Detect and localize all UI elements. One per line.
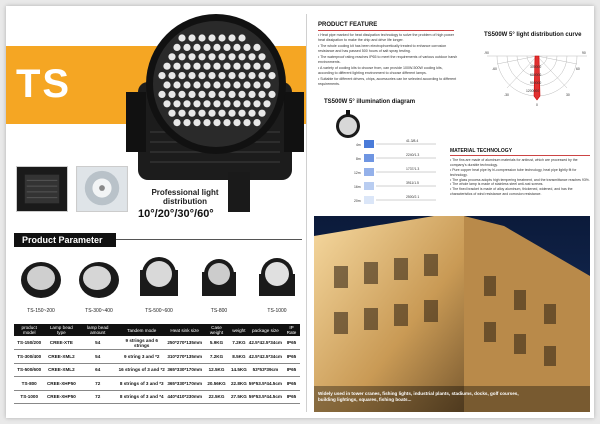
illum-lux: 2240/1.3 [406, 153, 420, 157]
product-label: TS-1000 [267, 308, 287, 314]
led-bead [238, 72, 245, 79]
spec-cell: CREE-XTE [44, 336, 78, 350]
spec-header-cell: lamp bead amount [78, 324, 117, 336]
spec-header-cell: product model [14, 324, 44, 336]
led-bead [188, 91, 195, 98]
building-photo [314, 216, 590, 412]
spec-cell: IP65 [283, 377, 300, 391]
led-bead [233, 119, 240, 126]
spec-header-row [14, 324, 300, 336]
distribution-label: Professional light distribution [151, 188, 219, 207]
series-title: TS [16, 62, 72, 106]
led-bead [208, 53, 215, 60]
led-bead [178, 72, 185, 79]
polar-label: 600000 [530, 73, 542, 77]
polar-label: -90 [484, 51, 489, 55]
feature-item: • Suitable for different drivers, chips, accessories can be selected according to different requirements. [318, 77, 457, 87]
feature-list [318, 33, 458, 88]
spec-cell: 250*270*135mm [166, 336, 203, 350]
led-bead [238, 53, 245, 60]
illumination-title: TS500W 5° illumination diagram [324, 99, 416, 105]
material-rule [450, 155, 590, 156]
led-bead [218, 72, 225, 79]
led-bead [263, 63, 270, 70]
spec-cell: 12.5KG [203, 363, 230, 377]
led-bead [183, 81, 190, 88]
feature-item: • The whole cooling kit has been electrophoretically treated to enhance corrosion resistance and has passed 500 hours of salt spray testing. [318, 44, 447, 54]
led-bead [193, 100, 200, 107]
led-bead [163, 63, 170, 70]
spec-cell: 59*53.5*44.5cm [248, 390, 283, 404]
led-bead [183, 100, 190, 107]
spec-cell: 5.9KG [203, 336, 230, 350]
polar-label: -30 [504, 93, 509, 97]
led-bead [253, 100, 260, 107]
led-bead [158, 72, 165, 79]
led-bead [258, 110, 265, 117]
product-label: TS-500~600 [145, 308, 173, 314]
beam-angles: 10°/20°/30°/60° [138, 208, 214, 220]
spec-cell: 22.5KG [203, 390, 230, 404]
led-bead [238, 91, 245, 98]
product-label: TS-300~400 [85, 308, 113, 314]
led-bead [203, 81, 210, 88]
led-bead [213, 44, 220, 51]
polar-distribution-chart [484, 46, 590, 132]
led-bead [168, 110, 175, 117]
spec-cell: CREE-XHP50 [44, 377, 78, 391]
led-bead [178, 53, 185, 60]
curve-title: TS500W 5° light distribution curve [484, 32, 582, 38]
led-bead [258, 72, 265, 79]
led-bead [173, 81, 180, 88]
product-image-ts500 [134, 256, 184, 300]
led-bead [248, 53, 255, 60]
spec-cell: 64 [78, 363, 117, 377]
spec-cell: 59*53.5*44.5cm [248, 377, 283, 391]
product-image-ts800 [196, 256, 242, 300]
feature-item: • Heat pipe marked for heat dissipation technology to solve the problem of high power heat dissipation to make the chip and drive life longer. [318, 33, 455, 43]
led-bead [218, 34, 225, 41]
led-bead [203, 100, 210, 107]
led-bead [158, 91, 165, 98]
spec-cell: 27.5KG [230, 390, 248, 404]
led-bead [198, 72, 205, 79]
led-bead [218, 53, 225, 60]
product-image-ts1000 [254, 256, 300, 300]
spec-header-cell: IP Rate [283, 324, 300, 336]
led-bead [228, 53, 235, 60]
spec-cell: IP65 [283, 350, 300, 364]
spec-cell: CREE-XML2 [44, 363, 78, 377]
spec-header-cell: Heat sink size [166, 324, 203, 336]
material-list [450, 158, 590, 197]
led-bead [183, 44, 190, 51]
led-bead [168, 72, 175, 79]
led-bead [228, 110, 235, 117]
led-bead [218, 91, 225, 98]
spec-row [14, 350, 300, 364]
feature-title: PRODUCT FEATURE [318, 22, 378, 28]
spec-row [14, 336, 300, 350]
illumination-diagram [326, 106, 436, 206]
led-bead [248, 72, 255, 79]
led-bead [238, 34, 245, 41]
led-bead [208, 110, 215, 117]
spec-cell: 8 strings of 3 and *4 [117, 390, 166, 404]
led-bead [248, 110, 255, 117]
led-bead [188, 110, 195, 117]
led-bead [223, 81, 230, 88]
led-bead [223, 63, 230, 70]
feature-rule [318, 30, 454, 31]
product-label: TS-800 [210, 308, 228, 314]
led-bead [243, 81, 250, 88]
led-bead [208, 34, 215, 41]
material-item: • The fins are made of aluminum materials for antirust, which are processed by the company's durable technology. [450, 158, 578, 167]
polar-label: 900000 [530, 81, 542, 85]
led-bead [173, 100, 180, 107]
led-bead [263, 81, 270, 88]
led-bead [253, 63, 260, 70]
spec-cell: TS-800 [14, 377, 44, 391]
polar-label: -60 [492, 67, 497, 71]
led-bead [228, 34, 235, 41]
led-bead [203, 44, 210, 51]
illum-distance: 20m [354, 199, 361, 203]
led-bead [223, 100, 230, 107]
led-bead [213, 63, 220, 70]
led-bead [243, 44, 250, 51]
led-bead [233, 81, 240, 88]
led-bead [188, 34, 195, 41]
product-image-ts300 [76, 256, 122, 300]
led-bead [183, 63, 190, 70]
catalog-sheet [6, 6, 594, 418]
led-bead [253, 81, 260, 88]
polar-label: 30 [566, 93, 570, 97]
illum-distance: 8m [356, 157, 361, 161]
led-bead [228, 72, 235, 79]
spec-header-cell: Case weight [203, 324, 230, 336]
led-bead [248, 91, 255, 98]
led-bead [233, 100, 240, 107]
led-bead [193, 63, 200, 70]
led-bead [233, 63, 240, 70]
spec-cell: TS-500/600 [14, 363, 44, 377]
spec-cell: CREE-XML2 [44, 350, 78, 364]
spec-header-cell: Lamp bead type [44, 324, 78, 336]
lamp-side-thumbnail [16, 166, 68, 212]
spec-cell: 72 [78, 377, 117, 391]
led-bead [203, 119, 210, 126]
material-item: • Pure copper heat pipe by hi-compression tube technology, heat pipe lightly fit for technology. [450, 167, 577, 177]
illum-lux: 2500/2.1 [406, 195, 420, 199]
polar-label: 1200000 [526, 89, 540, 93]
led-bead [178, 110, 185, 117]
illum-distance: 16m [354, 185, 361, 189]
spec-cell: 9 strings and 6 strings [117, 336, 166, 350]
led-bead [213, 119, 220, 126]
spec-header-cell: Tandem mode [117, 324, 166, 336]
spec-cell: 16 strings of 3 and *2 [117, 363, 166, 377]
material-title: MATERIAL TECHNOLOGY [450, 148, 513, 154]
led-bead [173, 63, 180, 70]
led-bead [268, 72, 275, 79]
parameter-heading: Product Parameter [14, 233, 116, 247]
spec-cell: 20.56KG [203, 377, 230, 391]
led-bead [198, 34, 205, 41]
spec-cell: 42.5*42.5*34cm [248, 336, 283, 350]
led-bead [238, 110, 245, 117]
product-label: TS-150~200 [27, 308, 55, 314]
led-bead [208, 72, 215, 79]
led-bead [258, 91, 265, 98]
illum-distance: 4m [356, 143, 361, 147]
spec-header-cell: package size [248, 324, 283, 336]
led-bead [193, 81, 200, 88]
led-bead [193, 119, 200, 126]
led-bead [233, 44, 240, 51]
illum-lux: 1737/1.3 [406, 167, 420, 171]
led-bead [223, 44, 230, 51]
spec-cell: 14.5KG [230, 363, 248, 377]
spec-row [14, 377, 300, 391]
led-bead [263, 100, 270, 107]
spec-cell: 54 [78, 350, 117, 364]
spec-cell: IP65 [283, 363, 300, 377]
illum-distance: 12m [354, 171, 361, 175]
led-bead [243, 119, 250, 126]
spec-cell: 42.5*42.5*34cm [248, 350, 283, 364]
led-bead [243, 100, 250, 107]
material-item: • The fixed bracket is made of alloy aluminum, thickened, widened, and has the characteristics of wind resistance and corrosion resistance. [450, 187, 573, 197]
led-bead [208, 91, 215, 98]
product-image-ts150 [18, 256, 64, 300]
led-bead [178, 91, 185, 98]
material-item: • The whole lamp is made of stainless steel anti-rust screws. [450, 182, 544, 187]
spec-row [14, 363, 300, 377]
spec-cell: 7.2KG [203, 350, 230, 364]
led-bead [213, 100, 220, 107]
led-bead [218, 110, 225, 117]
led-bead [223, 119, 230, 126]
spec-cell: CREE-XHP50 [44, 390, 78, 404]
spec-cell: 54 [78, 336, 117, 350]
led-bead [188, 72, 195, 79]
led-bead [253, 44, 260, 51]
page-divider [306, 14, 307, 412]
application-caption: Widely used in tower cranes, fishing lights, industrial plants, stadiums, docks, golf courses, building lightings, squares, fishing boats... [318, 391, 519, 403]
led-bead [268, 91, 275, 98]
illum-lux: 3911/1.5 [406, 181, 419, 185]
spec-cell: 8 strings of 3 and *3 [117, 377, 166, 391]
led-bead [173, 44, 180, 51]
feature-item: • A variety of cooling kits to choose from, can provide 100W-500W cooling kits, according to different lighting environment to choose different lamps. [318, 66, 443, 76]
spec-cell: TS-150/200 [14, 336, 44, 350]
reflector-thumbnail [76, 166, 128, 212]
spec-cell: 440*410*230mm [166, 390, 203, 404]
polar-label: 90 [582, 51, 586, 55]
led-bead [243, 63, 250, 70]
spec-cell: 9 string 3 and *2 [117, 350, 166, 364]
led-bead [163, 81, 170, 88]
led-bead [258, 53, 265, 60]
material-item: • The glass process adopts high tempering treatment, and the transmittance reaches 93%. [450, 177, 590, 182]
spec-cell: TS-300/400 [14, 350, 44, 364]
led-bead [178, 34, 185, 41]
led-bead [168, 91, 175, 98]
spec-cell: 53*53*39cm [248, 363, 283, 377]
led-bead [228, 91, 235, 98]
polar-label: 300000 [530, 65, 542, 69]
spec-cell: IP65 [283, 390, 300, 404]
spec-cell: 72 [78, 390, 117, 404]
spec-header-cell: weight [230, 324, 248, 336]
parameter-rule [116, 239, 302, 240]
spec-cell: 8.5KG [230, 350, 248, 364]
polar-label: 60 [576, 67, 580, 71]
led-bead [183, 119, 190, 126]
spec-row [14, 390, 300, 404]
led-bead [203, 63, 210, 70]
feature-item: • The waterproof rating reaches IP65 to meet the requirements of various outdoor harsh environments. [318, 55, 458, 65]
led-bead [173, 119, 180, 126]
spec-cell: 310*270*135mm [166, 350, 203, 364]
spec-cell: 22.8KG [230, 377, 248, 391]
led-bead [198, 53, 205, 60]
led-bead [253, 119, 260, 126]
led-bead [193, 44, 200, 51]
polar-label: 0 [536, 103, 538, 107]
led-bead [198, 110, 205, 117]
spec-cell: 365*330*170mm [166, 377, 203, 391]
led-bead [168, 53, 175, 60]
illum-lux: 41.3/8.4 [406, 139, 419, 143]
led-bead [163, 100, 170, 107]
floodlight-main-image [126, 12, 304, 190]
spec-cell: 7.2KG [230, 336, 248, 350]
led-bead [213, 81, 220, 88]
spec-cell: IP65 [283, 336, 300, 350]
led-bead [198, 91, 205, 98]
spec-cell: 365*330*170mm [166, 363, 203, 377]
led-bead [188, 53, 195, 60]
spec-table [14, 324, 300, 404]
spec-cell: TS-1000 [14, 390, 44, 404]
